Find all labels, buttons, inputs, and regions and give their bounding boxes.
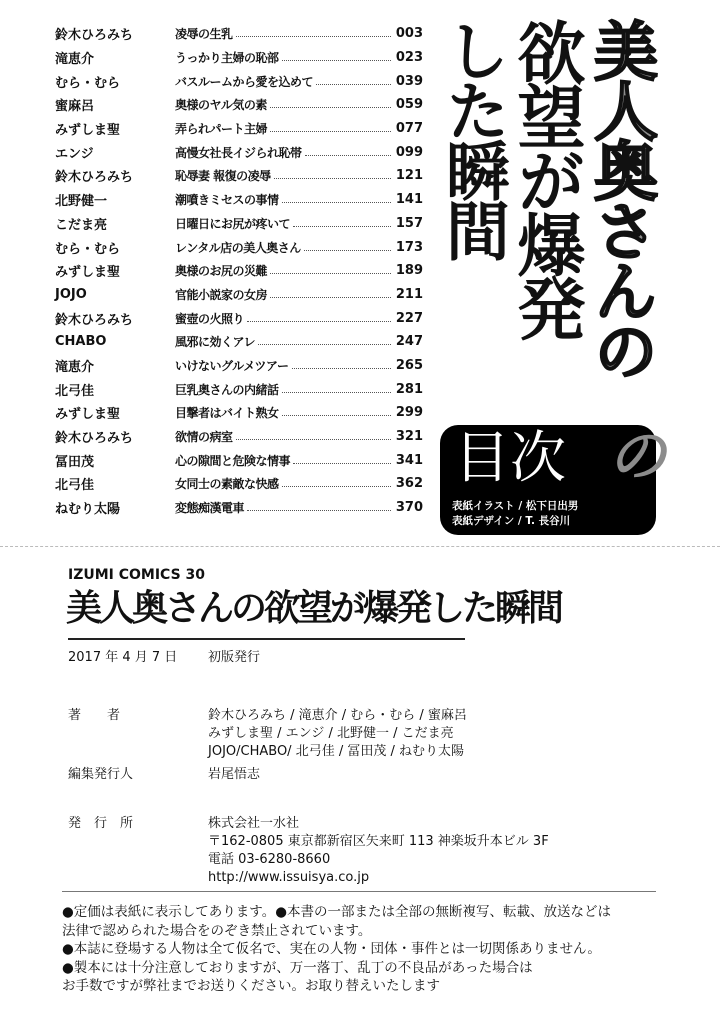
toc-page-number: 173: [395, 239, 423, 255]
toc-title: 蜜壺の火照り: [175, 311, 245, 326]
toc-author: むら・むら: [55, 241, 121, 257]
vertical-title-col3: した瞬間: [435, 18, 510, 258]
toc-page-number: 265: [395, 357, 423, 373]
toc-title: 心の隙間と危険な情事: [175, 453, 291, 468]
toc-row: [55, 496, 423, 520]
edition: 初版発行: [208, 650, 261, 665]
toc-row: [55, 117, 423, 141]
table-of-contents: [55, 22, 423, 519]
toc-page-number: 003: [395, 26, 423, 42]
title-end-character: の: [608, 422, 667, 490]
leader-dots: [293, 463, 391, 464]
publisher-url[interactable]: http://www.issuisya.co.jp: [208, 870, 370, 885]
divider-dashed: [0, 546, 720, 547]
note-line: お手数ですが弊社までお送りください。お取り替えいたします: [62, 978, 440, 994]
toc-row: [55, 377, 423, 401]
toc-author: JOJO: [55, 286, 87, 302]
toc-page-number: 299: [395, 405, 423, 421]
authors-line: JOJO/CHABO/ 北弓佳 / 冨田茂 / ねむり太陽: [208, 744, 464, 759]
publisher-name: 株式会社一水社: [208, 816, 300, 831]
toc-page-number: 059: [395, 97, 423, 113]
toc-author: みずしま聖: [55, 123, 121, 139]
toc-title: 日曜日にお尻が疼いて: [175, 216, 291, 231]
toc-row: [55, 330, 423, 354]
toc-author: むら・むら: [55, 75, 121, 91]
editor-label: 編集発行人: [68, 767, 134, 782]
toc-page-number: 362: [395, 476, 423, 492]
toc-title: 官能小説家の女房: [175, 287, 268, 302]
leader-dots: [258, 344, 391, 345]
toc-page-number: 121: [395, 168, 423, 184]
toc-author: 滝恵介: [55, 52, 95, 68]
leader-dots: [292, 368, 391, 369]
toc-row: [55, 472, 423, 496]
vertical-title-col2: 欲望が爆発: [506, 18, 586, 338]
toc-title: 凌辱の生乳: [175, 27, 233, 42]
toc-author: 冨田茂: [55, 454, 95, 470]
leader-dots: [270, 131, 391, 132]
toc-author: 北弓佳: [55, 383, 95, 399]
toc-row: [55, 22, 423, 46]
toc-author: みずしま聖: [55, 265, 121, 281]
note-line: ●本誌に登場する人物は全て仮名で、実在の人物・団体・事件とは一切関係ありません。: [62, 941, 601, 957]
toc-page-number: 189: [395, 263, 423, 279]
toc-page-number: 141: [395, 192, 423, 208]
toc-title: 恥辱妻 報復の凌辱: [175, 169, 271, 184]
toc-page-number: 370: [395, 500, 423, 516]
authors-line: 鈴木ひろみち / 滝恵介 / むら・むら / 蜜麻呂: [208, 708, 467, 723]
toc-author: 鈴木ひろみち: [55, 170, 134, 186]
toc-author: 蜜麻呂: [55, 99, 95, 115]
toc-author: こだま亮: [55, 217, 108, 233]
leader-dots: [247, 321, 391, 322]
leader-dots: [304, 250, 391, 251]
leader-dots: [282, 60, 391, 61]
toc-row: [55, 283, 423, 307]
toc-row: [55, 69, 423, 93]
toc-page-number: 247: [395, 334, 423, 350]
toc-page-number: 157: [395, 215, 423, 231]
toc-author: 北弓佳: [55, 478, 95, 494]
toc-title: 女同士の素敵な快感: [175, 477, 279, 492]
authors-line: みずしま聖 / エンジ / 北野健一 / こだま亮: [208, 726, 454, 741]
book-title: 美人奥さんの欲望が爆発した瞬間: [66, 587, 562, 629]
leader-dots: [305, 155, 391, 156]
toc-row: [55, 212, 423, 236]
authors-label: 著 者: [68, 708, 121, 723]
publisher-label: 発 行 所: [68, 816, 134, 831]
publish-date: 2017 年 4 月 7 日: [68, 650, 178, 665]
leader-dots: [270, 297, 391, 298]
toc-title: 弄られパート主婦: [175, 122, 268, 137]
toc-row: [55, 235, 423, 259]
title-rule: [68, 638, 465, 640]
toc-page-number: 211: [395, 286, 423, 302]
toc-title: 欲情の病室: [175, 430, 233, 445]
toc-title: 風邪に効くアレ: [175, 335, 256, 350]
toc-author: 鈴木ひろみち: [55, 431, 134, 447]
toc-page-number: 281: [395, 381, 423, 397]
leader-dots: [316, 84, 391, 85]
toc-page-number: 039: [395, 73, 423, 89]
leader-dots: [282, 202, 391, 203]
vertical-title-col1: 美人奥さんの: [583, 18, 658, 378]
toc-title: 奥様のお尻の災難: [175, 264, 268, 279]
toc-row: [55, 354, 423, 378]
toc-title: うっかり主婦の恥部: [175, 51, 279, 66]
cover-illustration-credit: 表紙イラスト / 松下日出男: [452, 500, 579, 512]
legal-notes: [62, 903, 611, 996]
toc-row: [55, 306, 423, 330]
cover-design-credit: 表紙デザイン / T. 長谷川: [452, 515, 571, 527]
leader-dots: [282, 486, 391, 487]
toc-title: バスルームから愛を込めて: [175, 74, 314, 89]
leader-dots: [282, 392, 391, 393]
toc-author: 鈴木ひろみち: [55, 312, 134, 328]
leader-dots: [282, 415, 391, 416]
toc-author: CHABO: [55, 334, 107, 350]
note-line: ●製本には十分注意しておりますが、万一落丁、乱丁の不良品があった場合は: [62, 959, 533, 976]
toc-author: 鈴木ひろみち: [55, 28, 134, 44]
leader-dots: [236, 36, 391, 37]
leader-dots: [270, 107, 391, 108]
toc-row: [55, 448, 423, 472]
toc-title: 変態痴漢電車: [175, 501, 245, 516]
leader-dots: [293, 226, 391, 227]
toc-author: エンジ: [55, 146, 94, 162]
divider: [62, 891, 656, 892]
toc-title: 目撃者はバイト熟女: [175, 406, 279, 421]
toc-author: 滝恵介: [55, 359, 95, 375]
toc-row: [55, 401, 423, 425]
toc-row: [55, 140, 423, 164]
toc-title: 高慢女社長イジられ恥帯: [175, 145, 302, 160]
leader-dots: [274, 178, 391, 179]
toc-title: 潮噴きミセスの事情: [175, 193, 279, 208]
note-line: ●定価は表紙に表示してあります。●本書の一部または全部の無断複写、転載、放送などは: [62, 904, 611, 920]
toc-page-number: 341: [395, 452, 423, 468]
editor-name: 岩尾悟志: [208, 767, 261, 782]
toc-title: 奥様のヤル気の素: [175, 98, 267, 113]
toc-row: [55, 425, 423, 449]
toc-row: [55, 259, 423, 283]
toc-page-number: 077: [395, 121, 423, 137]
toc-row: [55, 93, 423, 117]
leader-dots: [247, 510, 391, 511]
toc-author: 北野健一: [55, 194, 108, 210]
publisher-address: 〒162-0805 東京都新宿区矢来町 113 神楽坂升本ビル 3F: [208, 834, 549, 849]
series-label: IZUMI COMICS 30: [68, 567, 206, 583]
leader-dots: [270, 273, 391, 274]
toc-page-number: 321: [395, 429, 423, 445]
toc-page-number: 227: [395, 310, 423, 326]
toc-title: 巨乳奥さんの内緒話: [175, 382, 279, 397]
publisher-phone: 電話 03-6280-8660: [208, 852, 331, 867]
toc-row: [55, 188, 423, 212]
toc-author: ねむり太陽: [55, 502, 121, 518]
toc-page-number: 023: [395, 50, 423, 66]
toc-page-number: 099: [395, 144, 423, 160]
note-line: 法律で認められた場合をのぞき禁止されています。: [62, 922, 372, 939]
leader-dots: [236, 439, 391, 440]
contents-badge: [440, 422, 667, 535]
toc-row: [55, 164, 423, 188]
toc-title: いけないグルメツアー: [175, 358, 289, 373]
toc-title: レンタル店の美人奥さん: [175, 240, 301, 255]
contents-heading: 目次: [454, 426, 566, 491]
toc-row: [55, 46, 423, 70]
toc-author: みずしま聖: [55, 407, 121, 423]
